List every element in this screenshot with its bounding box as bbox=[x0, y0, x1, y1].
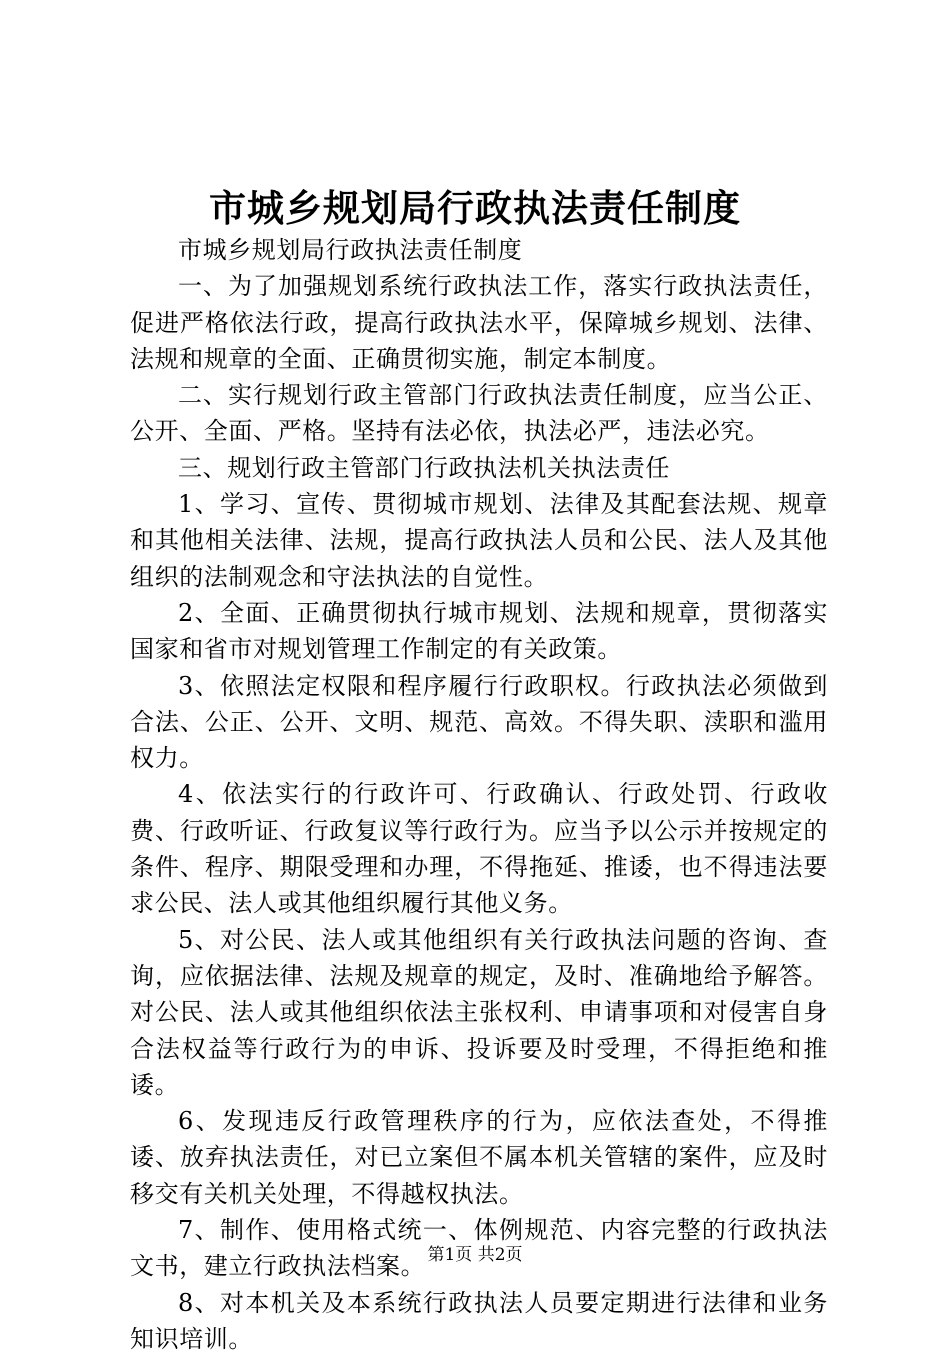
paragraph-item-5: 5、对公民、法人或其他组织有关行政执法问题的咨询、查询，应依据法律、法规及规章的规定，及时、准确地给予解答。对公民、法人或其他组织依法主张权利、申请事项和对侵害自身合法权益等行政行为的申诉、投诉要及时受理，不得拒绝和推诿。 bbox=[130, 925, 828, 1099]
document-title: 市城乡规划局行政执法责任制度 bbox=[209, 186, 741, 230]
paragraph-item-8: 8、对本机关及本系统行政执法人员要定期进行法律和业务知识培训。 bbox=[130, 1288, 828, 1353]
paragraph-item-3: 3、依照法定权限和程序履行行政职权。行政执法必须做到合法、公正、公开、文明、规范、高效。不得失职、渎职和滥用权力。 bbox=[130, 671, 828, 773]
paragraph-2: 二、实行规划行政主管部门行政执法责任制度，应当公正、公开、全面、严格。坚持有法必依，执法必严，违法必究。 bbox=[130, 381, 828, 446]
paragraph-3: 三、规划行政主管部门行政执法机关执法责任 bbox=[178, 453, 670, 482]
paragraph-item-7: 7、制作、使用格式统一、体例规范、内容完整的行政执法文书，建立行政执法档案。 bbox=[130, 1216, 828, 1281]
paragraph-subtitle: 市城乡规划局行政执法责任制度 bbox=[178, 236, 523, 264]
paragraph-item-6: 6、发现违反行政管理秩序的行为，应依法查处，不得推诿、放弃执法责任，对已立案但不属本机关管辖的案件，应及时移交有关机关处理，不得越权执法。 bbox=[130, 1107, 828, 1208]
document-body bbox=[130, 232, 828, 1357]
paragraph-1: 一、为了加强规划系统行政执法工作，落实行政执法责任，促进严格依法行政，提高行政执法水平，保障城乡规划、法律、法规和规章的全面、正确贯彻实施，制定本制度。 bbox=[130, 272, 828, 373]
paragraph-item-4: 4、依法实行的行政许可、行政确认、行政处罚、行政收费、行政听证、行政复议等行政行为。应当予以公示并按规定的条件、程序、期限受理和办理，不得拖延、推诿，也不得违法要求公民、法人或其他组织履行其他义务。 bbox=[130, 780, 828, 918]
paragraph-item-2: 2、全面、正确贯彻执行城市规划、法规和规章，贯彻落实国家和省市对规划管理工作制定的有关政策。 bbox=[130, 598, 828, 664]
paragraph-item-1: 1、学习、宣传、贯彻城市规划、法律及其配套法规、规章和其他相关法律、法规，提高行政执法人员和公民、法人及其他组织的法制观念和守法执法的自觉性。 bbox=[130, 490, 828, 591]
page-footer: 第1页 共2页 bbox=[427, 1245, 523, 1265]
